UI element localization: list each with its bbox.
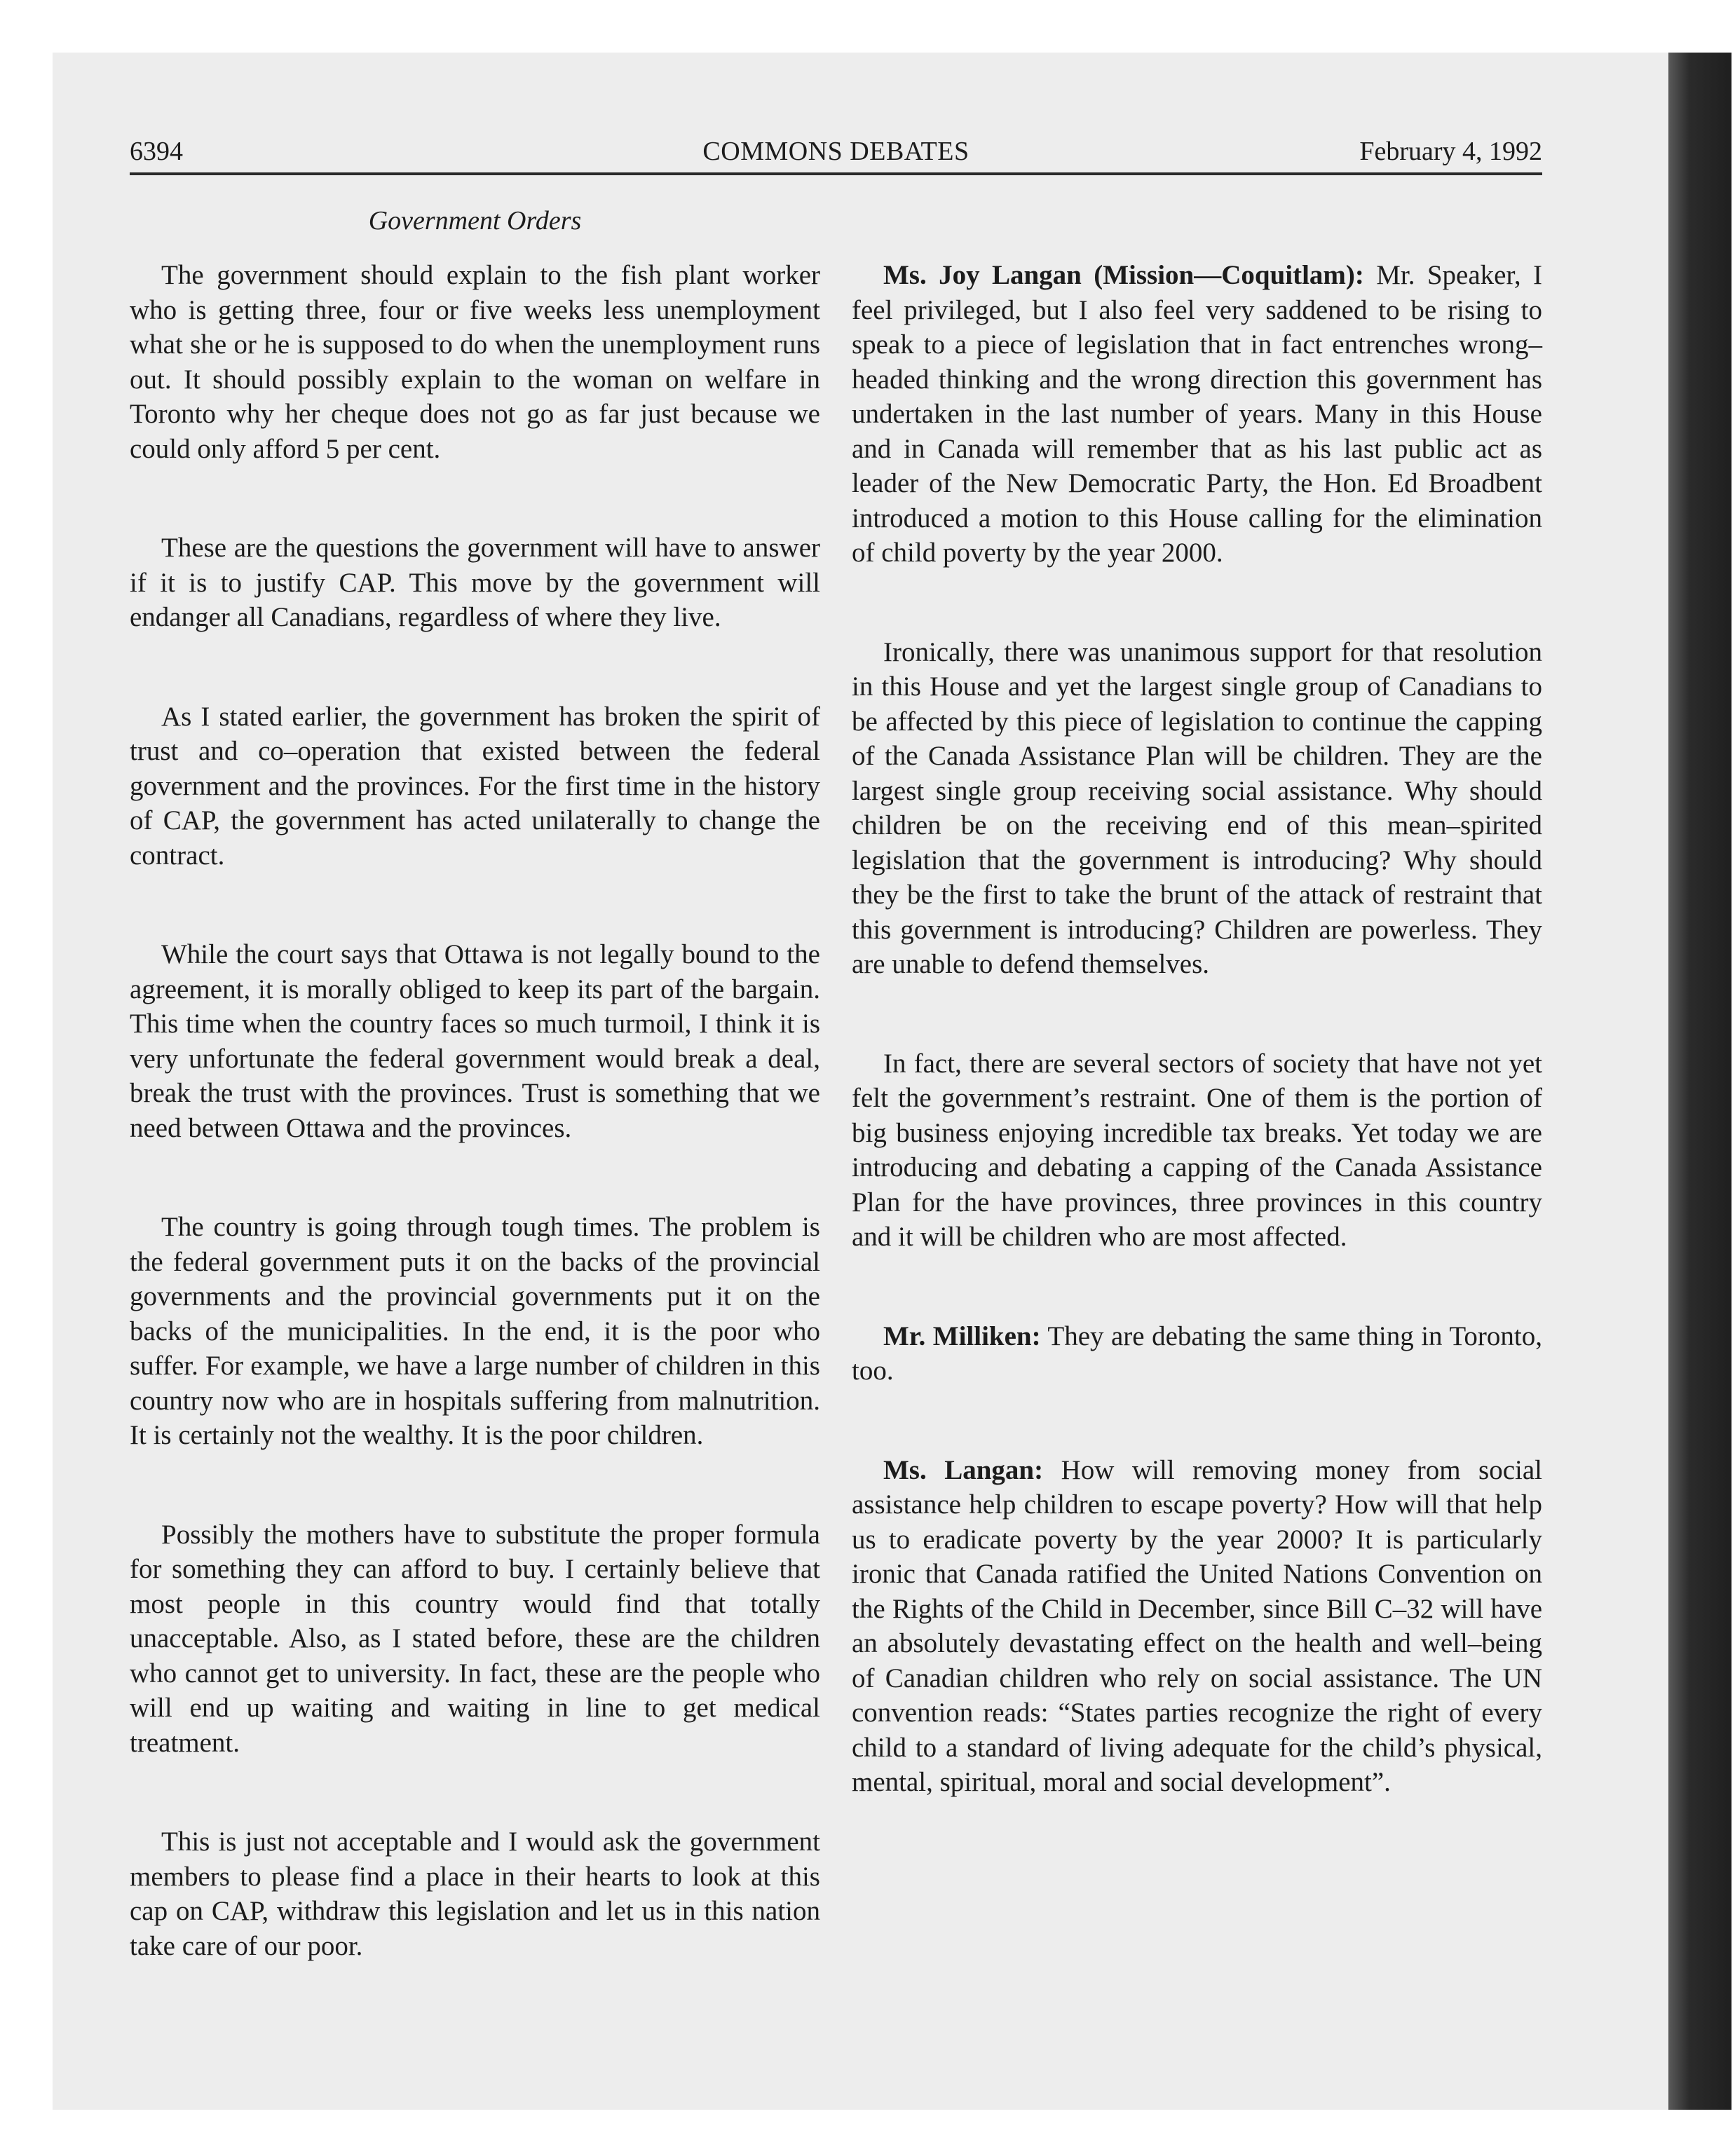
paragraph: The country is going through tough times. The problem is the federal government puts it on the backs of the provincial governments and the provincial governments put it on the backs of the municipalities. In the end, it is the poor who suffer. For example, we have a large number of children in this country now who are in hospitals suffering from malnutrition. It is certainly not the wealthy. It is the poor children. xyxy=(130,1212,820,1450)
journal-title: COMMONS DEBATES xyxy=(702,137,969,166)
paragraph: In fact, there are several sectors of society that have not yet felt the government’s restraint. One of them is the portion of big business enjoying incredible tax breaks. Yet today we are introducing and debating a capping of the Canada Assistance Plan for the have provinces, three provinces in this country and it will be children who are most affected. xyxy=(852,1048,1542,1252)
paragraph: Possibly the mothers have to substitute the proper formula for something they can afford to buy. I certainly believe that most people in this country would find that totally unacceptable. Also, as I stated before, these are the children who cannot get to university. In fact, these are the people who will end up waiting and waiting in line to get medical treatment. xyxy=(130,1519,820,1758)
section-title: Government Orders xyxy=(368,206,582,236)
speech-text: Mr. Speaker, I feel privileged, but I also feel very saddened to be rising to speak to a piece of legislation that in fact entrenches wrong–headed thinking and the wrong direction this government has undertaken in the last number of years. Many in this House and in Canada will remember that as his last public act as leader of the New Democratic Party, the Hon. Ed Broadbent introduced a motion to this House calling for the elimination of child poverty by the year 2000. xyxy=(852,260,1543,568)
paragraph: As I stated earlier, the government has broken the spirit of trust and co–operation that existed between the federal government and the provinces. For the first time in the history of CAP, the government has acted unilaterally to change the contract. xyxy=(130,701,820,871)
speech-paragraph xyxy=(852,258,1542,571)
binding-edge-shadow xyxy=(1668,53,1731,2110)
paragraph: While the court says that Ottawa is not legally bound to the agreement, it is morally obliged to keep its part of the bargain. This time when the country faces so much turmoil, I think it is very unfortunate the federal government would break a deal, break the trust with the provinces. Trust is something that we need between Ottawa and the provinces. xyxy=(130,939,820,1143)
speaker-name: Mr. Milliken: xyxy=(883,1321,1041,1351)
issue-date: February 4, 1992 xyxy=(1359,137,1542,166)
paragraph: These are the questions the government will have to answer if it is to justify CAP. This move by the government will endanger all Canadians, regardless of where they live. xyxy=(130,533,820,632)
paragraph: Ironically, there was unanimous support for that resolution in this House and yet the largest single group of Canadians to be affected by this piece of legislation to continue the capping of the Canada Assistance Plan will be children. They are the largest single group receiving social assistance. Why should children be on the receiving end of this mean–spirited legislation that the government is introducing? Why should they be the first to take the brunt of the attack of restraint that this government is introducing? Children are powerless. They are unable to defend themselves. xyxy=(852,636,1542,979)
running-header xyxy=(130,133,1542,170)
right-column xyxy=(852,258,1542,1800)
speech-paragraph xyxy=(852,1453,1542,1800)
paragraph: The government should explain to the fish plant worker who is getting three, four or five weeks less unemployment what she or he is supposed to do when the unemployment runs out. It should possibly explain to the woman on welfare in Toronto why her cheque does not go as far just because we could only afford 5 per cent. xyxy=(130,260,820,464)
header-rule xyxy=(130,172,1542,175)
speaker-name: Ms. Joy Langan (Mission—Coquitlam): xyxy=(883,260,1364,290)
paragraph: This is just not acceptable and I would ask the government members to please find a place in their hearts to look at this cap on CAP, withdraw this legislation and let us in this nation take care of our poor. xyxy=(130,1827,820,1961)
speech-text: How will removing money from social assistance help children to escape poverty? How will that help us to eradicate poverty by the year 2000? It is particularly ironic that Canada ratified the United Nations Convention on the Rights of the Child in December, since Bill C–32 will have an absolutely devastating effect on the health and well–being of Canadian children who rely on social assistance. The UN convention reads: “States parties recognize the right of every child to a standard of living adequate for the child’s physical, mental, spiritual, moral and social development”. xyxy=(852,1454,1542,1797)
speech-paragraph xyxy=(852,1319,1542,1389)
speech-text: They are debating the same thing in Toronto, too. xyxy=(852,1321,1543,1386)
left-column xyxy=(130,258,820,1963)
page-number: 6394 xyxy=(130,137,183,166)
speaker-name: Ms. Langan: xyxy=(883,1454,1044,1485)
